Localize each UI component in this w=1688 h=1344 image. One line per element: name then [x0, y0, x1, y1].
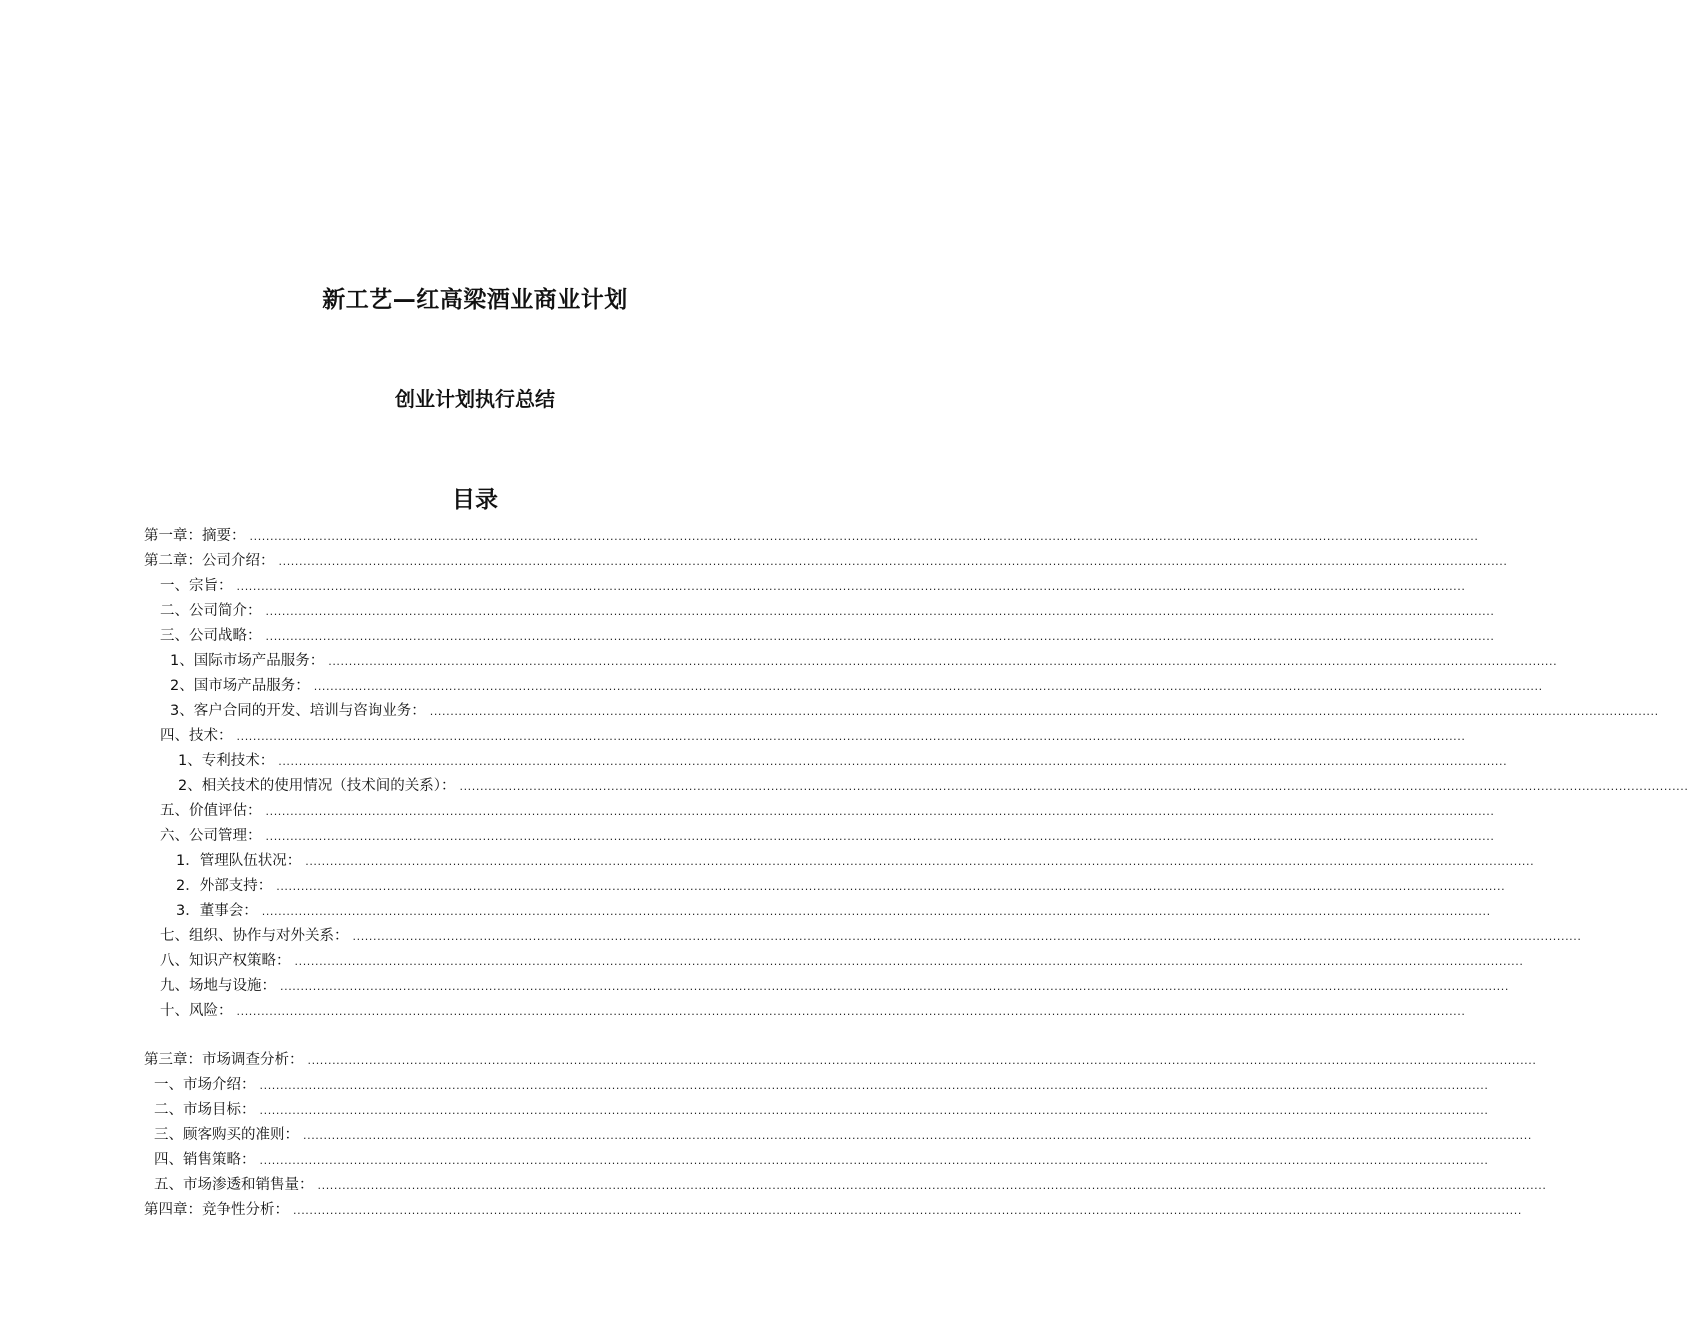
toc-entry-label: 四、技术： [160, 728, 233, 744]
toc-entry-chapter-2[interactable] [144, 551, 1508, 571]
toc-entry-label: 第三章：市场调查分析： [144, 1052, 304, 1068]
toc-entry[interactable] [170, 651, 1558, 671]
toc-entry-label: 六、公司管理： [160, 828, 262, 844]
toc-entry[interactable] [176, 901, 1491, 921]
toc-entry-label: 三、公司战略： [160, 628, 262, 644]
toc-entry[interactable] [160, 926, 1582, 946]
toc-entry-label: 1、国际市场产品服务： [170, 653, 325, 669]
toc-dot-leader: ............................................................................................................................................................................................................................................................................................................ [303, 1129, 1532, 1142]
toc-dot-leader: ............................................................................................................................................................................................................................................................................................................ [259, 1104, 1489, 1117]
toc-entry-label: 二、公司简介： [160, 603, 262, 619]
toc-dot-leader: ............................................................................................................................................................................................................................................................................................................ [313, 680, 1543, 693]
toc-entry[interactable] [178, 776, 1688, 796]
toc-entry-label: 2．外部支持： [176, 878, 273, 894]
toc-dot-leader: ............................................................................................................................................................................................................................................................................................................ [317, 1179, 1547, 1192]
toc-entry-label: 九、场地与设施： [160, 978, 276, 994]
toc-dot-leader: ............................................................................................................................................................................................................................................................................................................ [261, 905, 1491, 918]
toc-entry[interactable] [178, 751, 1508, 771]
document-subtitle: 创业计划执行总结 [395, 387, 555, 411]
toc-entry-label: 第一章：摘要： [144, 528, 246, 544]
toc-dot-leader: ............................................................................................................................................................................................................................................................................................................ [459, 780, 1688, 793]
toc-entry-label: 七、组织、协作与对外关系： [160, 928, 349, 944]
toc-entry[interactable] [154, 1075, 1489, 1095]
toc-dot-leader: ............................................................................................................................................................................................................................................................................................................ [236, 730, 1466, 743]
toc-entry[interactable] [160, 1001, 1466, 1021]
toc-entry-label: 三、顾客购买的准则： [154, 1127, 299, 1143]
toc-entry-label: 3．董事会： [176, 903, 258, 919]
toc-dot-leader: ............................................................................................................................................................................................................................................................................................................ [236, 580, 1466, 593]
toc-dot-leader: ............................................................................................................................................................................................................................................................................................................ [352, 930, 1582, 943]
toc-dot-leader: ............................................................................................................................................................................................................................................................................................................ [429, 705, 1659, 718]
toc-entry[interactable] [154, 1125, 1532, 1145]
toc-dot-leader: ............................................................................................................................................................................................................................................................................................................ [280, 980, 1509, 993]
toc-entry[interactable] [160, 826, 1495, 846]
toc-dot-leader: ............................................................................................................................................................................................................................................................................................................ [265, 805, 1495, 818]
toc-entry[interactable] [160, 726, 1466, 746]
toc-entry[interactable] [154, 1175, 1547, 1195]
toc-dot-leader: ............................................................................................................................................................................................................................................................................................................ [259, 1154, 1489, 1167]
toc-entry[interactable] [160, 951, 1524, 971]
toc-dot-leader: ............................................................................................................................................................................................................................................................................................................ [278, 555, 1508, 568]
toc-dot-leader: ............................................................................................................................................................................................................................................................................................................ [305, 855, 1535, 868]
toc-dot-leader: ............................................................................................................................................................................................................................................................................................................ [328, 655, 1558, 668]
toc-dot-leader: ............................................................................................................................................................................................................................................................................................................ [236, 1005, 1466, 1018]
toc-entry-label: 十、风险： [160, 1003, 233, 1019]
toc-entry-label: 五、价值评估： [160, 803, 262, 819]
toc-dot-leader: ............................................................................................................................................................................................................................................................................................................ [265, 605, 1495, 618]
toc-entry[interactable] [160, 626, 1495, 646]
toc-dot-leader: ............................................................................................................................................................................................................................................................................................................ [293, 1204, 1522, 1217]
toc-entry-label: 第四章：竞争性分析： [144, 1202, 289, 1218]
toc-entry[interactable] [160, 601, 1495, 621]
toc-entry[interactable] [176, 851, 1535, 871]
toc-dot-leader: ............................................................................................................................................................................................................................................................................................................ [294, 955, 1524, 968]
toc-entry-label: 四、销售策略： [154, 1152, 256, 1168]
toc-entry[interactable] [170, 676, 1543, 696]
toc-entry-label: 二、市场目标： [154, 1102, 256, 1118]
toc-entry-label: 1．管理队伍状况： [176, 853, 302, 869]
toc-dot-leader: ............................................................................................................................................................................................................................................................................................................ [265, 830, 1495, 843]
toc-entry-label: 八、知识产权策略： [160, 953, 291, 969]
toc-entry[interactable] [154, 1100, 1489, 1120]
toc-dot-leader: ............................................................................................................................................................................................................................................................................................................ [265, 630, 1495, 643]
toc-entry-chapter-4[interactable] [144, 1200, 1522, 1220]
toc-entry-label: 五、市场渗透和销售量： [154, 1177, 314, 1193]
toc-entry[interactable] [176, 876, 1506, 896]
toc-entry[interactable] [160, 801, 1495, 821]
toc-dot-leader: ............................................................................................................................................................................................................................................................................................................ [259, 1079, 1489, 1092]
toc-entry-label: 2、相关技术的使用情况（技术间的关系）： [178, 778, 456, 794]
toc-entry[interactable] [160, 576, 1466, 596]
toc-entry-label: 第二章：公司介绍： [144, 553, 275, 569]
toc-entry-label: 一、宗旨： [160, 578, 233, 594]
toc-entry-label: 3、客户合同的开发、培训与咨询业务： [170, 703, 426, 719]
toc-entry[interactable] [154, 1150, 1489, 1170]
toc-entry[interactable] [170, 701, 1659, 721]
toc-dot-leader: ............................................................................................................................................................................................................................................................................................................ [276, 880, 1506, 893]
toc-dot-leader: ............................................................................................................................................................................................................................................................................................................ [278, 755, 1508, 768]
toc-entry-label: 1、专利技术： [178, 753, 275, 769]
document-title: 新工艺—红高梁酒业商业计划 [322, 287, 628, 313]
toc-dot-leader: ............................................................................................................................................................................................................................................................................................................ [249, 530, 1479, 543]
toc-entry-chapter-3[interactable] [144, 1050, 1537, 1070]
toc-entry-label: 一、市场介绍： [154, 1077, 256, 1093]
toc-entry-chapter-1[interactable] [144, 526, 1479, 546]
toc-dot-leader: ............................................................................................................................................................................................................................................................................................................ [307, 1054, 1537, 1067]
toc-heading: 目录 [452, 487, 498, 513]
toc-entry[interactable] [160, 976, 1509, 996]
toc-entry-label: 2、国市场产品服务： [170, 678, 310, 694]
